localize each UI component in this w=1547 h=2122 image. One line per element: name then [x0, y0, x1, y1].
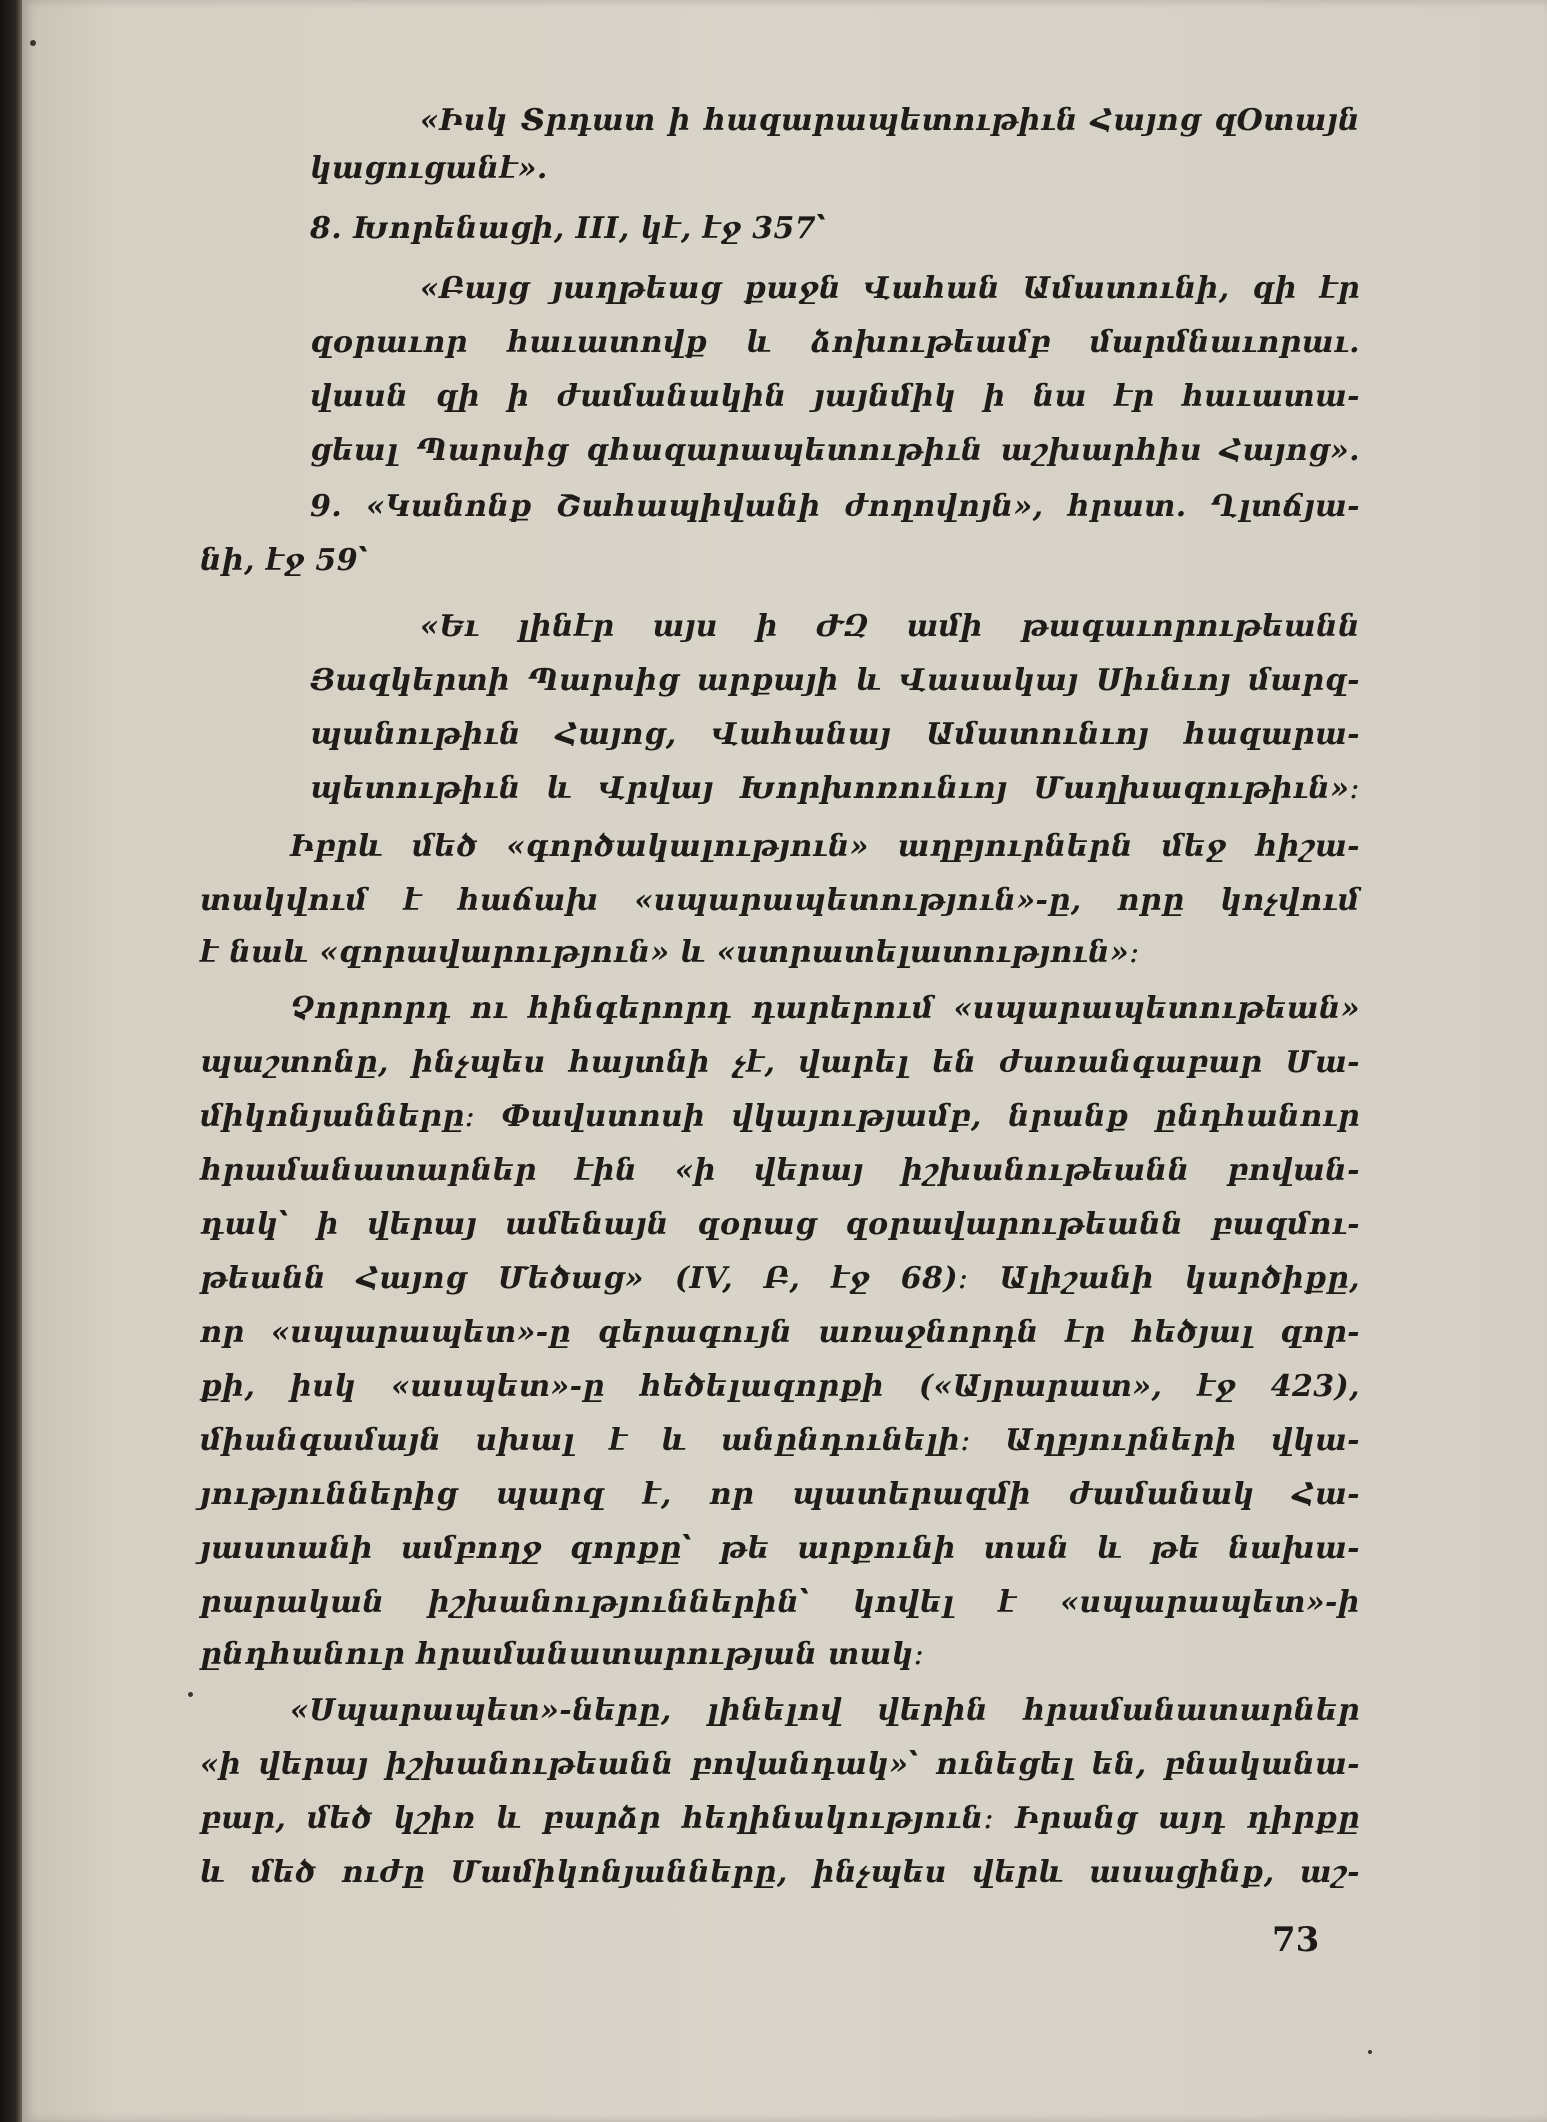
print-speck: [1368, 2050, 1372, 2054]
text-line: դակ՝ ի վերայ ամենայն զօրաց զօրավարութեանն բազմու-: [200, 1207, 1360, 1242]
text-line: յաստանի ամբողջ զորքը՝ թե արքունի տան և թե նախա-: [200, 1531, 1360, 1566]
text-line: Չորրորդ ու հինգերորդ դարերում «սպարապետութեան»: [290, 991, 1360, 1026]
text-line: յություններից պարզ է, որ պատերազմի ժամանակ Հա-: [200, 1477, 1360, 1512]
text-line: «Բայց յաղթեաց քաջն Վահան Ամատունի, զի էր: [420, 271, 1360, 306]
text-line: զօրաւոր հաւատովք և ձոխութեամբ մարմնաւորաւ.: [310, 325, 1360, 360]
text-line: Յազկերտի Պարսից արքայի և Վասակայ Սիւնւոյ մարզ-: [310, 663, 1360, 698]
text-line: Իբրև մեծ «գործակալություն» աղբյուրներն մեջ հիշա-: [290, 829, 1360, 864]
print-speck: [30, 40, 36, 46]
text-line: թեանն Հայոց Մեծաց» (IV, Բ, էջ 68)։ Ալիշանի կարծիքը,: [200, 1261, 1360, 1296]
text-line: «ի վերայ իշխանութեանն բովանդակ»՝ ունեցել են, բնականա-: [200, 1747, 1360, 1782]
text-line: տակվում է հաճախ «սպարապետություն»-ը, որը կոչվում: [200, 883, 1360, 918]
text-line: «Սպարապետ»-ները, լինելով վերին հրամանատարներ: [290, 1693, 1360, 1728]
text-line: կացուցանէ».: [310, 151, 548, 186]
text-line: բար, մեծ կշիռ և բարձր հեղինակություն։ Իրանց այդ դիրքը: [200, 1801, 1360, 1836]
text-line: «Իսկ Տրդատ ի հազարապետութիւն Հայոց զՕտայն: [420, 103, 1360, 138]
text-line: 8. Խորենացի, III, կէ, էջ 357՝: [310, 211, 827, 246]
text-line: «Եւ լինէր այս ի ԺԶ ամի թագաւորութեանն: [420, 609, 1360, 644]
text-line: պաշտոնը, ինչպես հայտնի չէ, վարել են ժառանգաբար Մա-: [200, 1045, 1360, 1080]
text-line: և մեծ ուժը Մամիկոնյանները, ինչպես վերև ասացինք, աշ-: [200, 1855, 1360, 1890]
book-page: [22, 0, 1547, 2122]
text-line: է նաև «զորավարություն» և «ստրատելատություն»։: [200, 935, 1140, 970]
text-line: պետութիւն և Վրվայ Խորխոռունւոյ Մաղխազութիւն»։: [310, 771, 1360, 806]
book-binding: [0, 0, 22, 2122]
text-line: րարական իշխանություններին՝ կովել է «սպարապետ»-ի: [200, 1585, 1360, 1620]
text-line: հրամանատարներ էին «ի վերայ իշխանութեանն բովան-: [200, 1153, 1360, 1188]
text-line: ցեալ Պարսից զհազարապետութիւն աշխարհիս Հայոց».: [310, 433, 1360, 468]
text-line: որ «սպարապետ»-ը գերագույն առաջնորդն էր հեծյալ զոր-: [200, 1315, 1360, 1350]
text-line: միկոնյանները։ Փավստոսի վկայությամբ, նրանք ընդհանուր: [200, 1099, 1360, 1134]
print-speck: [188, 1692, 193, 1697]
text-line: վասն զի ի ժամանակին յայնմիկ ի նա էր հաւատա-: [310, 379, 1360, 414]
text-line: քի, իսկ «ասպետ»-ը հեծելազորքի («Այրարատ», էջ 423),: [200, 1369, 1360, 1404]
text-line: պանութիւն Հայոց, Վահանայ Ամատունւոյ հազարա-: [310, 717, 1360, 752]
text-line: ընդհանուր հրամանատարության տակ։: [200, 1637, 925, 1672]
text-line: միանգամայն սխալ է և անընդունելի։ Աղբյուրների վկա-: [200, 1423, 1360, 1458]
text-line: նի, էջ 59՝: [200, 543, 369, 578]
page-number: 73: [1272, 1920, 1320, 1960]
text-line: 9. «Կանոնք Շահապիվանի ժողովոյն», հրատ. Ղլտճյա-: [310, 489, 1360, 524]
